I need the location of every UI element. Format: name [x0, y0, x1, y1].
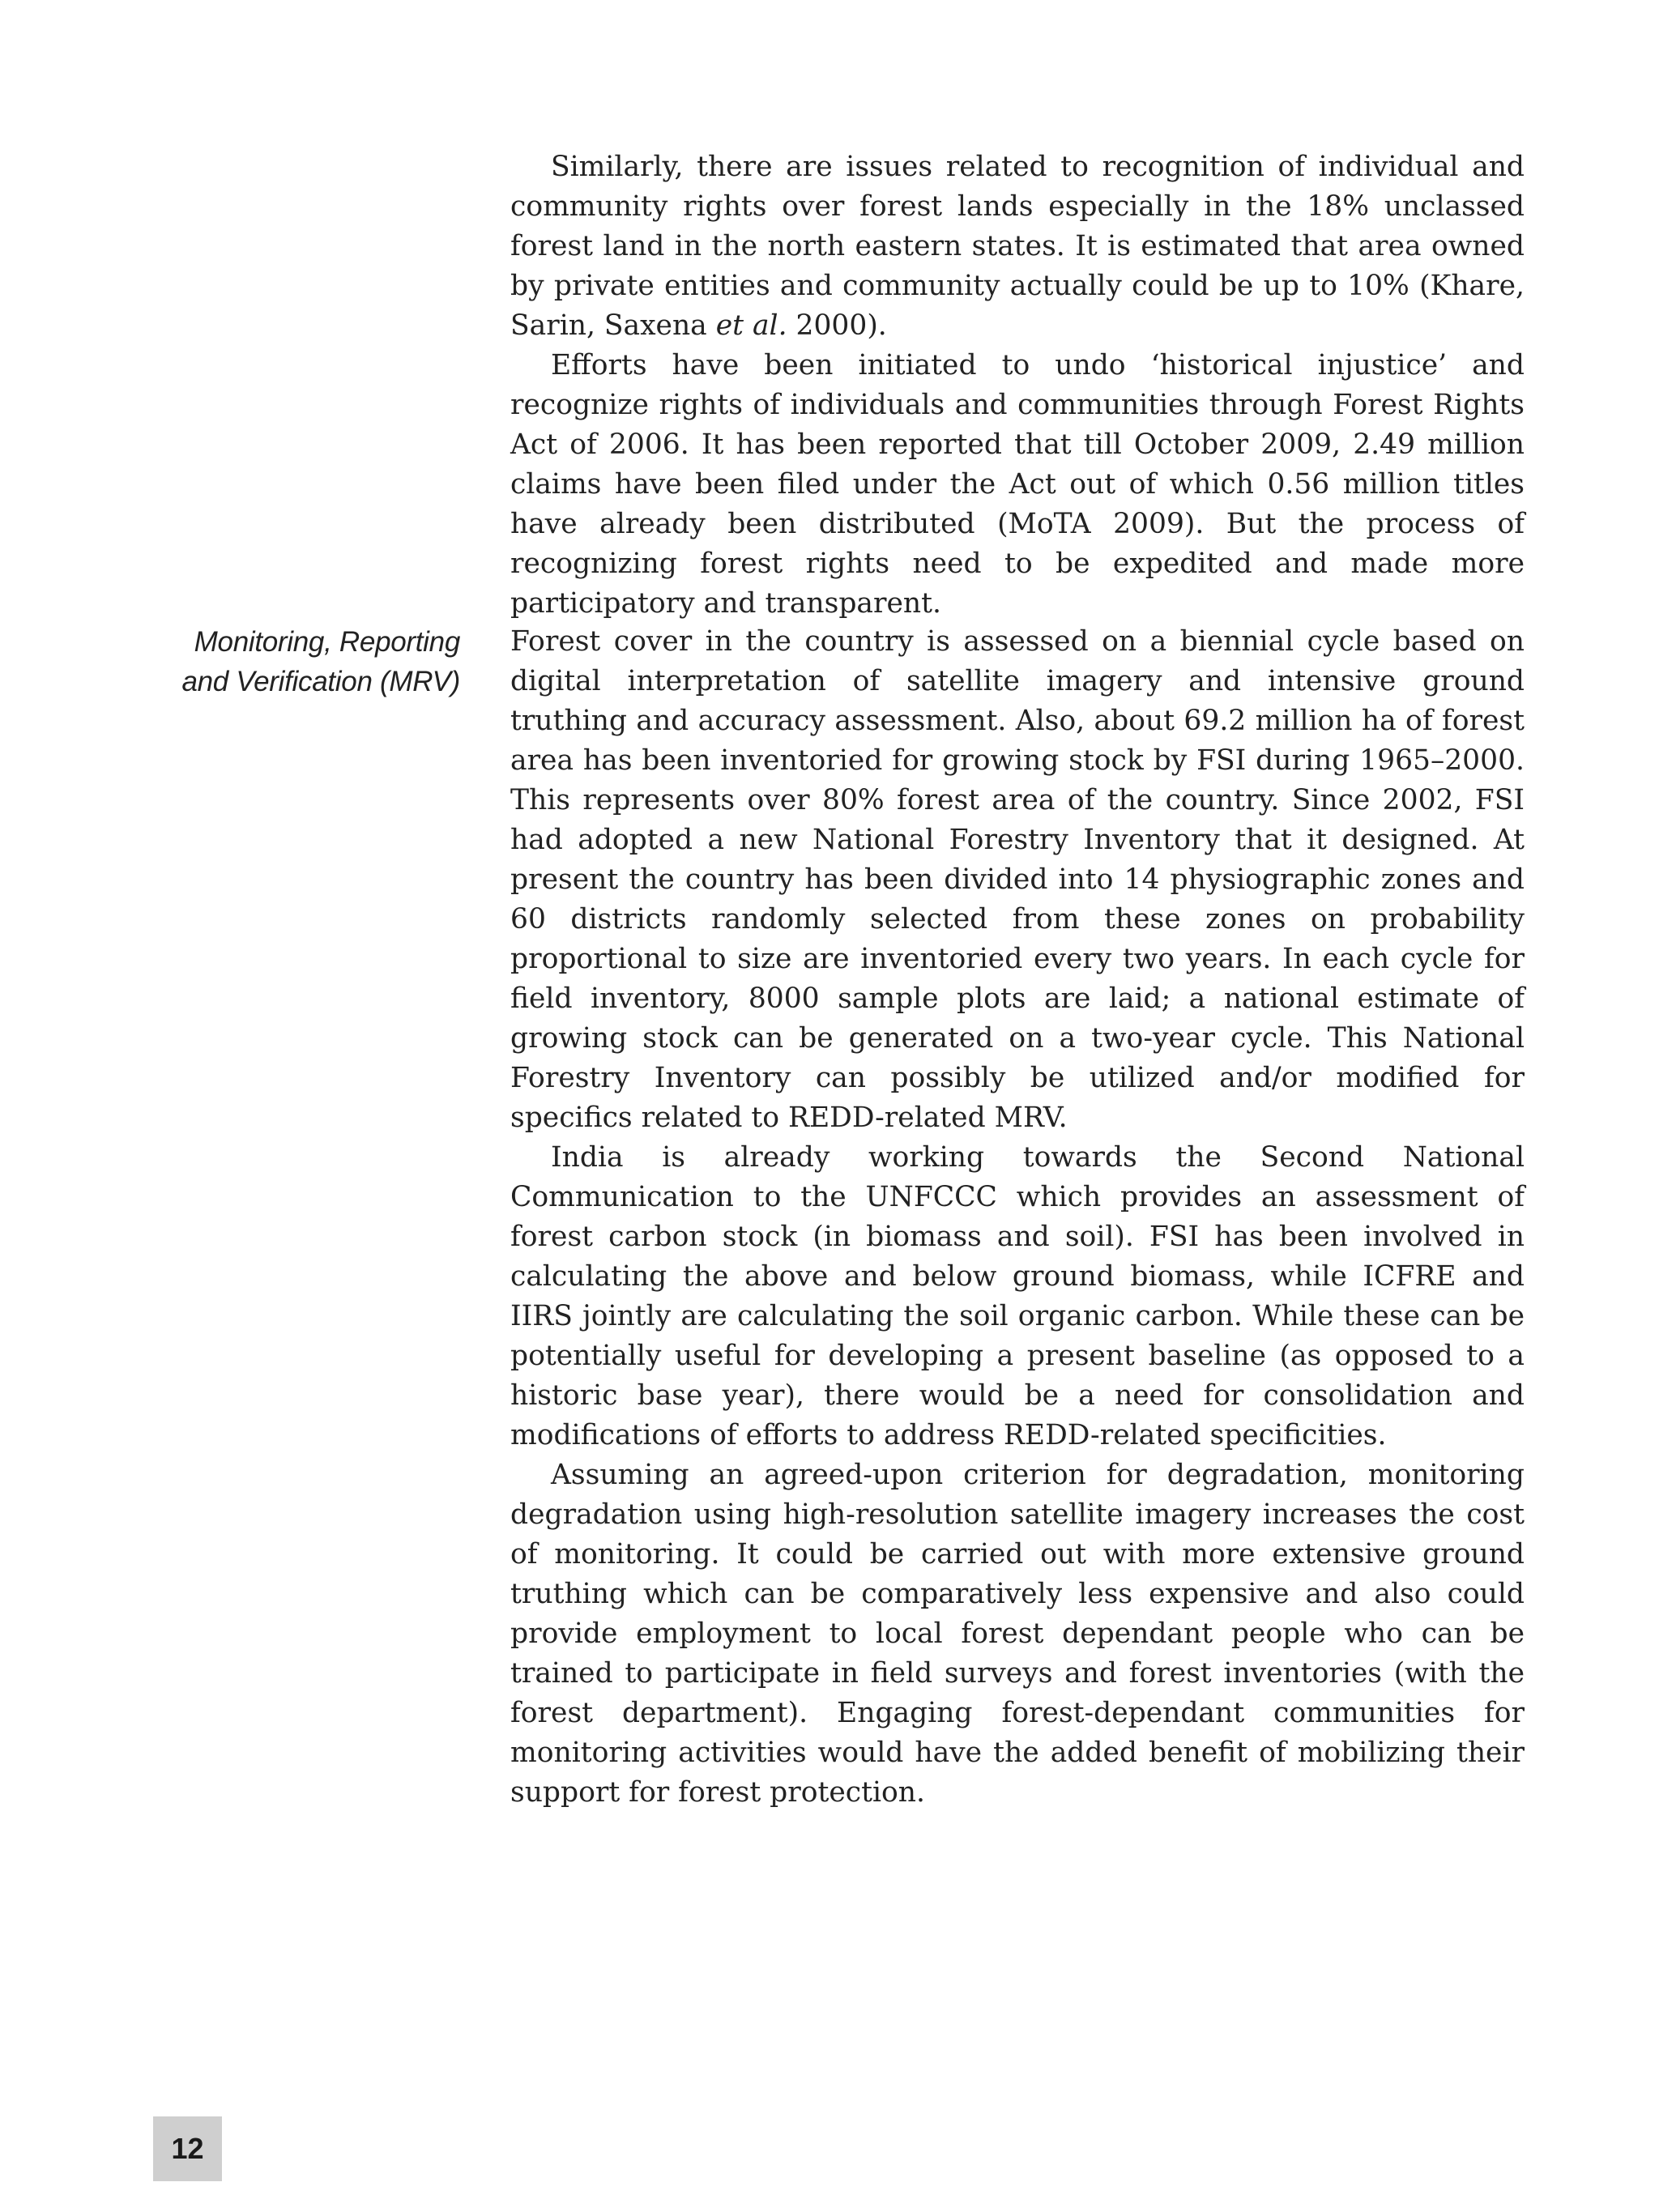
side-heading-line-2: and Verification (MRV): [181, 666, 460, 697]
section-side-heading: [122, 622, 460, 701]
mrv-section: [510, 622, 1525, 1813]
paragraph-text: Similarly, there are issues related to recognition of individual and community rights over forest lands especially in the 18% unclassed forest land in the north eastern states. It is estimated that area owned by private entities and community actually could be up to 10% (Khare, Sarin, Saxena: [510, 151, 1525, 342]
rights-section: [510, 147, 1525, 624]
paragraph-unclassed-forest: [510, 147, 1525, 346]
page-number: 12: [153, 2116, 222, 2181]
paragraph-forest-cover: Forest cover in the country is assessed on a biennial cycle based on digital interpretation of satellite imagery and intensive ground truthing and accuracy assessment. Also, about 69.2 million ha of forest area has been inventoried for growing stock by FSI during 1965–2000. This represents over 80% forest area of the country. Since 2002, FSI had adopted a new National Forestry Inventory that it designed. At present the country has been divided into 14 physiographic zones and 60 districts randomly selected from these zones on probability proportional to size are inventoried every two years. In each cycle for field inventory, 8000 sample plots are laid; a national estimate of growing stock can be generated on a two-year cycle. This National Forestry Inventory can possibly be utilized and/or modified for specifics related to REDD-related MRV.: [510, 625, 1525, 1134]
citation-et-al: et al.: [715, 309, 787, 342]
paragraph-forest-rights-act: Efforts have been initiated to undo ‘historical injustice’ and recognize rights of individuals and communities through Forest Rights Act of 2006. It has been reported that till October 2009, 2.49 million claims have been filed under the Act out of which 0.56 million titles have already been distributed (MoTA 2009). But the process of recognizing forest rights need to be expedited and made more participatory and transparent.: [510, 349, 1525, 620]
paragraph-degradation-monitoring: Assuming an agreed-upon criterion for degradation, monitoring degradation using high-resolution satellite imagery increases the cost of monitoring. It could be carried out with more extensive ground truthing which can be comparatively less expensive and also could provide employment to local forest dependant people who can be trained to participate in field surveys and forest inventories (with the forest department). Engaging forest-dependant communities for monitoring activities would have the added benefit of mobilizing their support for forest protection.: [510, 1459, 1525, 1809]
paragraph-text: 2000).: [787, 309, 887, 342]
side-heading-line-1: Monitoring, Reporting: [194, 626, 460, 658]
paragraph-national-communication: India is already working towards the Second National Communication to the UNFCCC which provides an assessment of forest carbon stock (in biomass and soil). FSI has been involved in calculating the above and below ground biomass, while ICFRE and IIRS jointly are calculating the soil organic carbon. While these can be potentially useful for developing a present baseline (as opposed to a historic base year), there would be a need for consolidation and modifications of efforts to address REDD-related specificities.: [510, 1141, 1525, 1451]
